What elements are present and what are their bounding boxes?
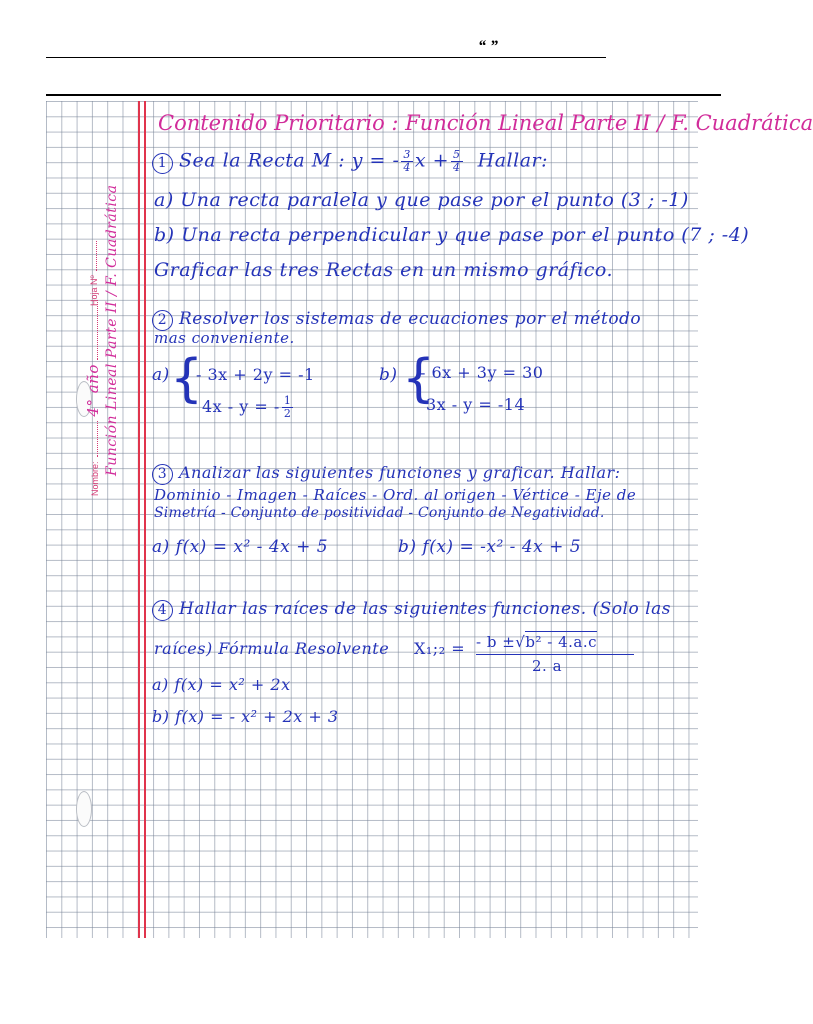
exercise-3-line-2: Dominio - Imagen - Raíces - Ord. al origen - Vértice - Eje de [154, 486, 637, 504]
exercise-2-b-eq-2: 3x - y = -14 [426, 395, 526, 414]
exercise-4-number: 4 [152, 600, 173, 621]
exercise-2-b-brace: { [402, 349, 436, 409]
form-hoja [84, 241, 102, 306]
exercise-4-formula-minus-b: - b ± [476, 633, 516, 651]
page-title: Contenido Prioritario : Función Lineal Parte II / F. Cuadrática [158, 111, 813, 135]
exercise-2-b-eq-1: - 6x + 3y = 30 [420, 363, 544, 382]
exercise-4-statement [152, 599, 671, 621]
exercise-2-a-eq-1: - 3x + 2y = -1 [196, 365, 315, 384]
margin-line-left [138, 101, 140, 938]
exercise-4-line-1: Hallar las raíces de las siguientes funciones. (Solo las [179, 599, 671, 619]
exercise-2-line-2: mas conveniente. [154, 329, 295, 347]
subject-note: Función Lineal Parte II / F. Cuadrática [104, 184, 120, 476]
exercise-1-intro: Sea la Recta M : y = [179, 149, 393, 172]
exercise-2-b-label: b) [379, 365, 398, 385]
exercise-3-b: b) f(x) = -x² - 4x + 5 [398, 537, 582, 557]
nombre-label: Nombre: [90, 461, 100, 496]
hoja-label: Hoja Nº [89, 275, 99, 306]
hoja-dots [88, 241, 97, 271]
top-rule [46, 57, 606, 58]
exercise-1-hallar: Hallar: [477, 149, 549, 172]
exercise-2-number: 2 [152, 310, 173, 331]
exercise-4-formula-radicand: b² - 4.a.c [525, 633, 597, 651]
nombre-value: 4° año [84, 364, 102, 417]
exercise-4-fraction-bar [476, 654, 634, 655]
exercise-1-c: Graficar las tres Rectas en un mismo gráfico. [154, 259, 614, 281]
exercise-1-a: a) Una recta paralela y que pase por el punto (3 ; -1) [154, 189, 689, 211]
exercise-4-formula-lhs: X₁;₂ = [414, 639, 466, 658]
exercise-2-statement [152, 309, 641, 331]
exercise-4-formula-numerator: - b ±√b² - 4.a.c [476, 633, 597, 651]
exercise-2-a-brace: { [170, 349, 204, 409]
notebook-sheet [46, 101, 813, 938]
exercise-3-statement [152, 463, 621, 485]
exercise-2-a-eq-2-lhs: 4x - y = - [202, 397, 280, 416]
exercise-1-fraction-2: $\frac{5}{4}$ [453, 148, 461, 174]
exercise-1-number: 1 [152, 153, 173, 174]
nombre-dots-2 [89, 300, 98, 360]
exercise-3-a: a) f(x) = x² - 4x + 5 [152, 537, 329, 557]
exercise-4-line-2: raíces) Fórmula Resolvente [154, 639, 390, 658]
exercise-3-line-3: Simetría - Conjunto de positividad - Conjunto de Negatividad. [154, 505, 605, 521]
margin-line-right [144, 101, 146, 938]
exercise-1-mid: x + [414, 149, 450, 172]
exercise-2-a-eq-2 [202, 395, 295, 420]
exercise-4-formula-denominator: 2. a [532, 657, 563, 675]
header-quotes: “ ” [478, 38, 498, 55]
exercise-3-line-1: Analizar las siguientes funciones y graficar. Hallar: [179, 463, 621, 482]
punch-hole-bottom [76, 791, 92, 827]
exercise-4-a: a) f(x) = x² + 2x [152, 675, 291, 694]
exercise-2-a-fraction: $\frac{1}{2}$ [283, 394, 292, 420]
exercise-4-b: b) f(x) = - x² + 2x + 3 [152, 707, 339, 726]
nombre-dots [89, 421, 98, 457]
exercise-2-line-1: Resolver los sistemas de ecuaciones por el método [179, 309, 642, 329]
exercise-2-a-label: a) [152, 365, 170, 385]
form-nombre [84, 300, 103, 496]
exercise-1-statement: 1 Sea la Recta M : y = - $\frac{3}{4}$ x + $\frac{5}{4}$ Hallar: [152, 149, 548, 174]
exercise-1-b: b) Una recta perpendicular y que pase por el punto (7 ; -4) [154, 224, 750, 246]
exercise-1-fraction-1: $\frac{3}{4}$ [403, 148, 411, 174]
header-rule [46, 94, 721, 96]
exercise-3-number: 3 [152, 464, 173, 485]
